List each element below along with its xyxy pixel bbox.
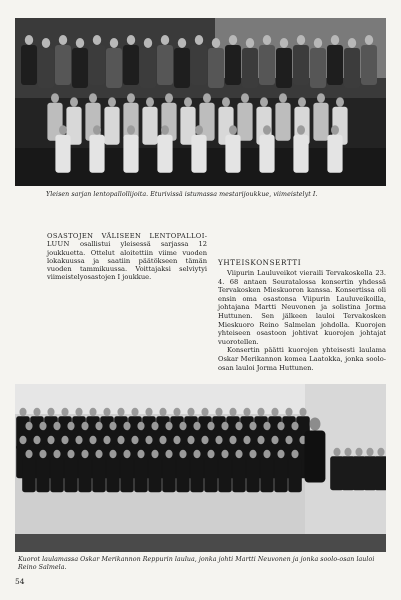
choir-concert-photo xyxy=(15,384,386,552)
lentopallo-article xyxy=(47,232,207,282)
volleyball-team-photo xyxy=(15,18,386,186)
top-photo-caption: Yleisen sarjan lentopallollijoita. Eturivissä istumassa mestarijoukkue, viimeistelyt I. xyxy=(46,191,318,198)
yhteiskonsertti-paragraph-2: Konsertin päätti kuorojen yhteisesti laulama Oskar Merikannon komea Laatokka, jonka soolo-osan lauloi Jorma Huttunen. xyxy=(218,346,386,372)
yhteiskonsertti-heading: YHTEISKONSERTTI xyxy=(218,258,302,267)
page-number: 54 xyxy=(15,577,25,586)
lentopallo-text xyxy=(47,232,207,282)
bottom-photo-caption: Kuorot laulamassa Oskar Merikannon Reppurin laulua, jonka johti Martti Neuvonen ja jonka soolo-osan lauloi Reino Salmela. xyxy=(18,556,375,571)
lentopallo-lead-rest: osallistui yleisessä sarjassa 12 joukkuetta. Ottelut aloitettiin viime vuoden lokakuussa ja saatiin päätökseen tämän vuoden tammikuussa. Voittajaksi selviytyi viimeistelyosastojen I joukkue. xyxy=(47,240,207,282)
yhteiskonsertti-paragraph-1: Viipurin Lauluveikot vieraili Tervakoskella 23. 4. 68 antaen Seuratalossa konsertin yhdessä Tervakosken Mieskuoron kanssa. Konsertissa oli ensin oma osastonsa Viipurin Lauluveikoilla, johtajana Martti Neuvonen ja solistina Jorma Huttunen. Sen jälkeen lauloi Tervakosken Mieskuoro Reino Salmelan johdolla. Kuorojen yhteiseen osastoon johtivat kuorojen johtajat vuorotellen. xyxy=(218,269,386,346)
lentopallo-lead-caps: OSASTOJEN VÄLISEEN LENTOPALLOILUUN xyxy=(47,232,207,249)
yhteiskonsertti-article xyxy=(218,258,386,372)
